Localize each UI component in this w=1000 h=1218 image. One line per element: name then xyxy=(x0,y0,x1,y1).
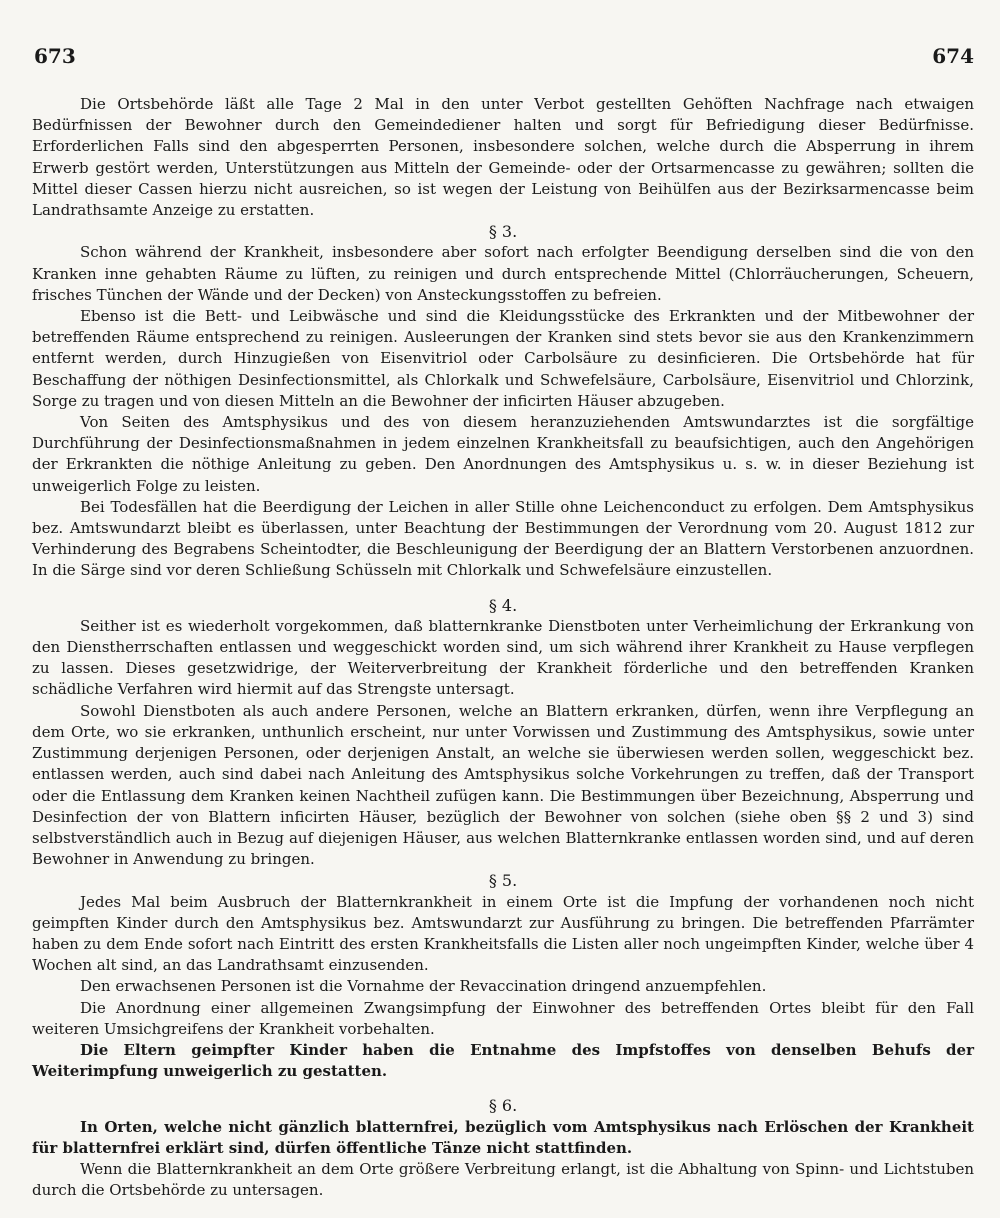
paragraph: Wenn die Blatternkrankheit an dem Orte größere Verbreitung erlangt, ist die Abhaltung von Spinn- und Lichtstuben durch die Ortsbehörde zu untersagen. xyxy=(32,1159,974,1200)
section-heading: § 6. xyxy=(488,1096,518,1116)
paragraph: Ebenso ist die Bett- und Leibwäsche und sind die Kleidungsstücke des Erkrankten und der Mitbewohner der betreffenden Räume entsprechend zu reinigen. Ausleerungen der Kranken sind stets bevor sie aus den Krankenzimmern entfernt werden, durch Hinzugießen von Eisenvitriol oder Carbolsäure zu desinficieren. Die Ortsbehörde hat für Beschaffung der nöthigen Desinfectionsmittel, als Chlorkalk und Schwefelsäure, Carbolsäure, Eisenvitriol und Chlorzink, Sorge zu tragen und von diesen Mitteln an die Bewohner der inficirten Häuser abzugeben. xyxy=(32,307,974,410)
paragraph: In Orten, welche nicht gänzlich blatternfrei, bezüglich vom Amtsphysikus nach Erlöschen der Krankheit für blatternfrei erklärt sind, dürfen öffentliche Tänze nicht stattfinden. xyxy=(32,1117,974,1157)
paragraph: Seither ist es wiederholt vorgekommen, daß blatternkranke Dienstboten unter Verheimlichung der Erkrankung von den Dienstherrschaften entlassen und weggeschickt worden sind, um sich während ihrer Krankheit zu Hause verpflegen zu lassen. Dieses gesetzwidrige, der Weiterverbreitung der Krankheit förderliche und den betreffenden Kranken schädliche Verfahren wird hiermit auf das Strengste untersagt. xyxy=(32,616,974,699)
paragraph: Den erwachsenen Personen ist die Vornahme der Revaccination dringend anzuempfehlen. xyxy=(80,977,767,996)
section-heading: § 4. xyxy=(488,595,518,615)
paragraph: Die Ortsbehörde läßt alle Tage 2 Mal in den unter Verbot gestellten Gehöften Nachfrage nach etwaigen Bedürfnissen der Bewohner durch den Gemeindediener halten und sorgt für Befriedigung dieser Bedürfnisse. Erforderlichen Falls sind den abgesperrten Personen, insbesondere solchen, welche durch die Absperrung in ihrem Erwerb gestört werden, Unterstützungen aus Mitteln der Gemeinde- oder der Ortsarmencasse zu gewähren; sollten die Mittel dieser Cassen hierzu nicht ausreichen, so ist wegen der Leistung von Beihülfen aus der Bezirksarmencasse beim Landrathsamte Anzeige zu erstatten. xyxy=(32,95,974,220)
section-heading: § 3. xyxy=(488,222,518,242)
paragraph: Schon während der Krankheit, insbesondere aber sofort nach erfolgter Beendigung derselben sind die von den Kranken inne gehabten Räume zu lüften, zu reinigen und durch entsprechende Mittel (Chlorräucherungen, Scheuern, frisches Tünchen der Wände und der Decken) von Ansteckungsstoffen zu befreien. xyxy=(32,243,974,304)
paragraph: Von Seiten des Amtsphysikus und des von diesem heranzuziehenden Amtswundarztes ist die sorgfältige Durchführung der Desinfectionsmaßnahmen in jedem einzelnen Krankheitsfall zu beaufsichtigen, auch den Angehörigen der Erkrankten die nöthige Anleitung zu geben. Den Anordnungen des Amtsphysikus u. s. w. in dieser Beziehung ist unweigerlich Folge zu leisten. xyxy=(32,413,974,495)
paragraph: Bei Todesfällen hat die Beerdigung der Leichen in aller Stille ohne Leichenconduct zu erfolgen. Dem Amtsphysikus bez. Amtswundarzt bleibt es überlassen, unter Beachtung der Bestimmungen der Verordnung vom 20. August 1812 zur Verhinderung des Begrabens Scheintodter, die Beschleunigung der Beerdigung der an Blattern Verstorbenen anzuordnen. In die Särge sind vor deren Schließung Schüsseln mit Chlorkalk und Schwefelsäure einzustellen. xyxy=(32,497,974,580)
paragraph: Die Anordnung einer allgemeinen Zwangsimpfung der Einwohner des betreffenden Ortes bleibt für den Fall weiteren Umsichgreifens der Krankheit vorbehalten. xyxy=(32,998,974,1038)
paragraph: Jedes Mal beim Ausbruch der Blatternkrankheit in einem Orte ist die Impfung der vorhandenen noch nicht geimpften Kinder durch den Amtsphysikus bez. Amtswundarzt zur Ausführung zu bringen. Die betreffenden Pfarrämter haben zu dem Ende sofort nach Eintritt des ersten Krankheitsfalls die Listen aller noch ungeimpften Kinder, welche über 4 Wochen alt sind, an das Landrathsamt einzusenden. xyxy=(32,892,974,975)
page-number-right: 674 xyxy=(932,44,974,68)
paragraph: Sowohl Dienstboten als auch andere Personen, welche an Blattern erkranken, dürfen, wenn ihre Verpflegung an dem Orte, wo sie erkranken, unthunlich erscheint, nur unter Vorwissen und Zustimmung des Amtsphysikus, sowie unter Zustimmung derjenigen Personen, oder derjenigen Anstalt, an welche sie überwiesen werden sollen, weggeschickt bez. entlassen werden, auch sind dabei nach Anleitung des Amtsphysikus solche Vorkehrungen zu treffen, daß der Transport oder die Entlassung dem Kranken keinen Nachtheil zufügen kann. Die Bestimmungen über Bezeichnung, Absperrung und Desinfection der von Blattern inficirten Häuser, bezüglich der Bewohner von solchen (siehe oben §§ 2 und 3) sind selbstverständlich auch in Bezug auf diejenigen Häuser, aus welchen Blatternkranke entlassen worden sind, und auf deren Bewohner in Anwendung zu bringen. xyxy=(32,701,974,869)
paragraph: Die Eltern geimpfter Kinder haben die Entnahme des Impfstoffes von denselben Behufs der Weiterimpfung unweigerlich zu gestatten. xyxy=(32,1040,974,1081)
document-body xyxy=(32,94,974,1201)
section-heading: § 5. xyxy=(488,871,518,891)
page-number-left: 673 xyxy=(34,44,76,68)
